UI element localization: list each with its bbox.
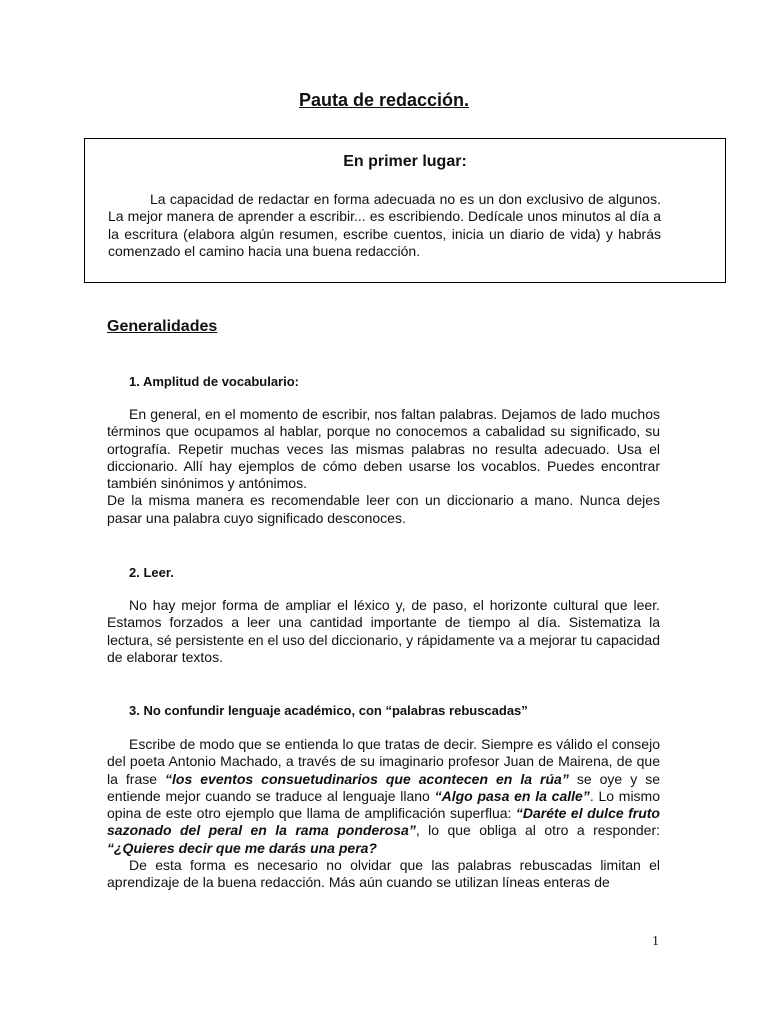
- item-3-text-g: , lo que obliga al otro a responder:: [415, 822, 661, 839]
- item-3-paragraph-1: [107, 736, 660, 857]
- item-3-text-a: Escribe de modo que se entienda lo que tratas de decir. Siempre es válido el consejo del poeta Antonio Machado, a través de su imaginario profesor Juan de Mairena, de que la frase: [107, 736, 660, 787]
- item-2-body: [107, 597, 660, 666]
- intro-box: [84, 138, 726, 283]
- item-2-paragraph-1: No hay mejor forma de ampliar el léxico y, de paso, el horizonte cultural que leer. Estamos forzados a leer una cantidad importante de tiempo al día. Sistematiza la lectura, sé persistente en el uso del diccionario, y rápidamente va a mejorar tu capacidad de elaborar textos.: [107, 597, 660, 665]
- item-3-quote-2: “Algo pasa en la calle”: [434, 787, 590, 804]
- item-3-text-e: . Lo mismo opina de este otro ejemplo que llama de amplificación superflua:: [107, 787, 661, 822]
- intro-box-text: La capacidad de redactar en forma adecuada no es un don exclusivo de algunos. La mejor manera de aprender a escribir... es escribiendo. Dedícale unos minutos al día a la escritura (elabora algún resumen, escribe cuentos, inicia un diario de vida) y habrás comenzado el camino hacia una buena redacción.: [108, 191, 661, 259]
- section-heading-generalidades: Generalidades: [107, 318, 218, 335]
- intro-box-heading: En primer lugar:: [343, 153, 467, 170]
- item-heading-2: 2. Leer.: [129, 565, 174, 580]
- item-3-text-c: se oye y se entiende mejor cuando se traduce al lenguaje llano: [107, 770, 660, 804]
- item-3-quote-3: “Daréte el dulce fruto sazonado del peral en la rama ponderosa”: [107, 805, 660, 839]
- document-title: Pauta de redacción.: [298, 90, 470, 110]
- item-3-body: [107, 736, 660, 892]
- item-1-paragraph-1: En general, en el momento de escribir, nos faltan palabras. Dejamos de lado muchos términos que ocupamos al hablar, porque no conocemos a cabalidad su significado, su ortografía. Repetir muchas veces las mismas palabras no resulta adecuado. Usa el diccionario. Allí hay ejemplos de cómo deben usarse los vocablos. Puedes encontrar también sinónimos y antónimos.: [107, 406, 660, 492]
- page-number: 1: [652, 934, 659, 949]
- item-heading-1: 1. Amplitud de vocabulario:: [129, 374, 299, 389]
- item-3-quote-4: “¿Quieres decir que me darás una pera?: [107, 839, 377, 856]
- item-3-paragraph-2: De esta forma es necesario no olvidar que las palabras rebuscadas limitan el aprendizaje de la buena redacción. Más aún cuando se utilizan líneas enteras de: [107, 857, 660, 891]
- item-1-paragraph-2: De la misma manera es recomendable leer con un diccionario a mano. Nunca dejes pasar una palabra cuyo significado desconoces.: [107, 492, 660, 526]
- item-1-body: [107, 406, 660, 527]
- item-heading-3: 3. No confundir lenguaje académico, con “palabras rebuscadas”: [129, 703, 528, 718]
- item-3-quote-1: “los eventos consuetudinarios que acontecen en la rúa”: [165, 770, 569, 787]
